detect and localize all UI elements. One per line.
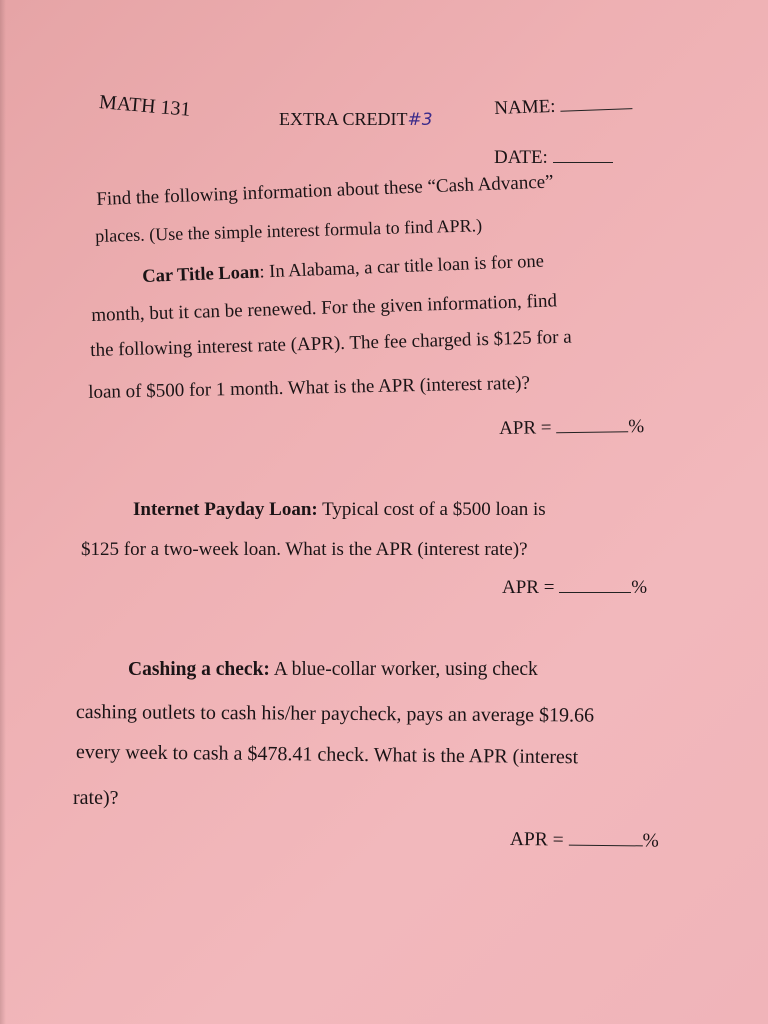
car-title-line-1: Car Title Loan: In Alabama, a car title loan is for one xyxy=(141,251,545,287)
page-edge-shadow xyxy=(0,0,6,1024)
name-field xyxy=(494,94,633,118)
payday-apr-label: APR = xyxy=(502,577,555,598)
date-label: DATE: xyxy=(494,147,548,168)
check-line-3: every week to cash a $478.41 check. What is the APR (interest xyxy=(75,741,579,769)
car-title-apr-blank xyxy=(556,430,628,433)
payday-apr xyxy=(502,578,647,597)
payday-percent: % xyxy=(631,577,648,598)
car-title-apr-label: APR = xyxy=(498,417,552,439)
car-title-apr xyxy=(499,417,644,438)
payday-line-2: $125 for a two-week loan. What is the APR (interest rate)? xyxy=(81,539,528,560)
check-line-2: cashing outlets to cash his/her paycheck, pays an average $19.66 xyxy=(75,701,595,727)
check-apr-label: APR = xyxy=(509,829,564,851)
name-blank xyxy=(560,107,632,112)
check-percent: % xyxy=(642,830,659,852)
extra-credit-title xyxy=(279,110,433,129)
extra-credit-label: EXTRA CREDIT xyxy=(279,109,408,129)
payday-line-1: Internet Payday Loan: Typical cost of a $500 loan is xyxy=(133,499,546,520)
car-title-line-2: month, but it can be renewed. For the given information, find xyxy=(90,290,558,326)
car-title-percent: % xyxy=(628,415,645,438)
name-label: NAME: xyxy=(493,95,556,119)
payday-heading: Internet Payday Loan: xyxy=(133,499,318,520)
check-apr xyxy=(510,830,659,851)
check-apr-blank xyxy=(569,844,643,847)
check-line-4: rate)? xyxy=(73,787,119,809)
payday-apr-blank xyxy=(559,591,631,593)
date-blank xyxy=(553,161,613,163)
car-title-heading: Car Title Loan xyxy=(141,262,260,287)
intro-line-2: places. (Use the simple interest formula to find APR.) xyxy=(94,215,483,246)
check-heading: Cashing a check: xyxy=(128,659,270,680)
car-title-line-3: the following interest rate (APR). The fee charged is $125 for a xyxy=(89,326,572,361)
date-field xyxy=(494,148,613,167)
extra-credit-number: #3 xyxy=(407,110,433,130)
check-line-1: Cashing a check: A blue-collar worker, using check xyxy=(128,659,538,680)
car-title-line-4: loan of $500 for 1 month. What is the APR (interest rate)? xyxy=(87,372,531,403)
course-label: MATH 131 xyxy=(98,91,192,121)
intro-line-1: Find the following information about these “Cash Advance” xyxy=(95,171,554,210)
